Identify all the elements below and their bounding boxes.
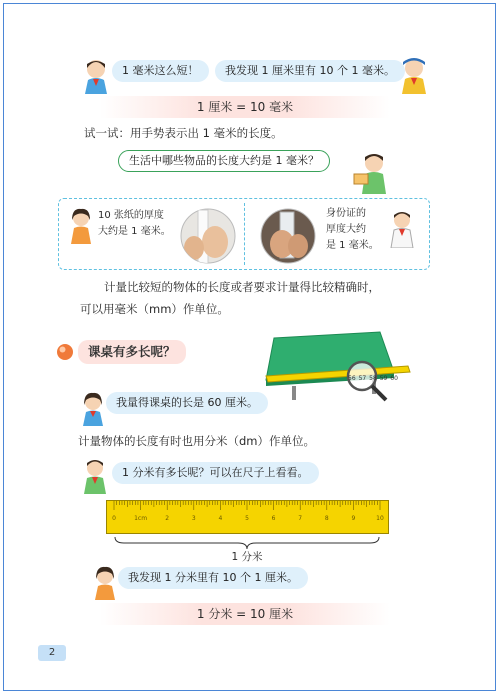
mm-paragraph-line2: 可以用毫米（mm）作单位。 [80, 302, 229, 316]
boy-pointing-character-icon [388, 210, 416, 248]
ruler-label: 1cm [134, 515, 148, 522]
section-title: 课桌有多长呢？ [78, 340, 186, 364]
magnifier-tick-58: 58 [369, 375, 377, 382]
boy-with-hat-character-icon [398, 56, 430, 94]
magnifier-tick-56: 56 [348, 375, 356, 382]
examples-divider [244, 203, 245, 265]
ruler-label: 8 [324, 515, 329, 522]
decimeter-finding-bubble: 我发现 1 分米里有 10 个 1 厘米。 [118, 567, 308, 589]
ruler-label: 10 [376, 515, 384, 522]
paper-example-line1: 10 张纸的厚度 [98, 210, 164, 221]
right-speech-bubble: 我发现 1 厘米里有 10 个 1 毫米。 [215, 60, 405, 82]
girl2-character-icon [80, 392, 106, 426]
section-bullet-icon [56, 343, 74, 361]
ruler-label: 3 [191, 515, 196, 522]
ruler-label: 5 [245, 515, 249, 522]
magnifier-tick-60: 60 [390, 375, 398, 382]
ruler-label: 6 [271, 515, 276, 522]
ruler-label: 9 [351, 515, 356, 522]
ruler [106, 500, 389, 534]
boy-character-icon [80, 58, 112, 94]
magnifier-tick-57: 57 [358, 375, 367, 382]
paper-stack-photo [180, 208, 236, 264]
ruler-label: 4 [218, 515, 223, 522]
dm-sentence: 计量物体的长度有时也用分米（dm）作单位。 [78, 434, 315, 448]
ruler-label: 7 [298, 515, 303, 522]
try-it-instruction: 试一试：用手势表示出 1 毫米的长度。 [84, 126, 283, 140]
ruler-label: 0 [112, 515, 116, 522]
girl3-character-icon [92, 566, 118, 600]
id-card-photo [260, 208, 316, 264]
id-card-example-line3: 是 1 毫米。 [326, 240, 379, 251]
boy2-character-icon [80, 458, 110, 494]
id-card-example-line1: 身份证的 [326, 208, 366, 219]
magnifier-tick-59: 59 [379, 375, 388, 382]
boy-reading-character-icon [352, 152, 392, 194]
desk-length-bubble: 我量得课桌的长是 60 厘米。 [106, 392, 268, 414]
decimeter-brace [114, 536, 380, 550]
svg-text:56 57 58 59 60 [348, 375, 398, 382]
decimeter-question-bubble: 1 分米有多长呢？可以在尺子上看看。 [112, 462, 319, 484]
formula-dm-cm: 1 分米 = 10 厘米 [100, 603, 390, 625]
question-bubble: 生活中哪些物品的长度大约是 1 毫米？ [118, 150, 330, 172]
mm-paragraph-line1: 计量比较短的物体的长度或者要求计量得比较精确时， [104, 280, 380, 294]
formula-cm-mm: 1 厘米 = 10 毫米 [100, 96, 390, 118]
decimeter-brace-label: 1 分米 [231, 551, 263, 563]
page-number: 2 [38, 645, 66, 661]
ruler-label: 2 [165, 515, 170, 522]
boy-speech-bubble: 1 毫米这么短！ [112, 60, 209, 82]
girl-character-icon [68, 208, 94, 244]
paper-example-line2: 大约是 1 毫米。 [98, 226, 171, 237]
id-card-example-line2: 厚度大约 [326, 224, 366, 235]
desk-with-ruler-illustration [262, 328, 412, 406]
